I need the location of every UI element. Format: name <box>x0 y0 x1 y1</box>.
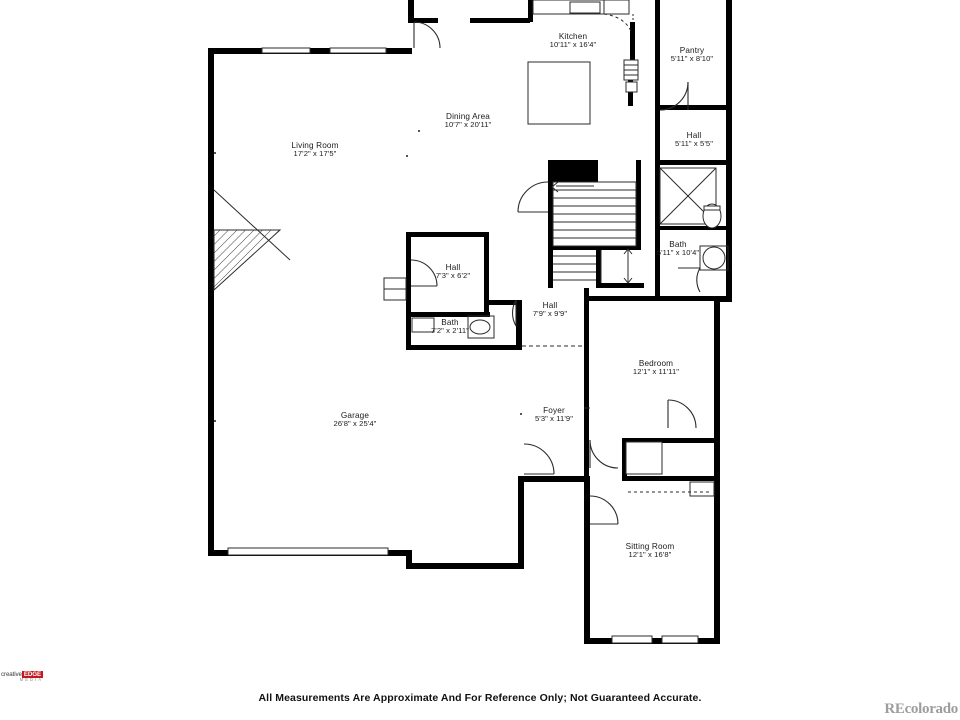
room-dimensions-hall-upper: 5'11" x 5'5" <box>674 139 714 149</box>
room-name-bath-upper: Bath <box>669 240 687 250</box>
logo-word-creative: creative <box>1 670 22 678</box>
room-name-bedroom: Bedroom <box>638 359 674 369</box>
room-name-living-room: Living Room <box>291 141 339 151</box>
creative-edge-logo <box>0 666 62 688</box>
room-dimensions-bath-upper: 5'11" x 10'4" <box>656 248 700 258</box>
room-name-sitting-room: Sitting Room <box>625 542 675 552</box>
logo-word-edge: EDGE <box>23 670 42 678</box>
room-dimensions-pantry: 5'11" x 8'10" <box>670 54 714 64</box>
room-dimensions-dining-area: 10'7" x 20'11" <box>444 120 492 130</box>
floor-fill <box>208 0 732 640</box>
room-dimensions-hall-mid: 7'3" x 6'2" <box>435 271 471 281</box>
room-name-hall-mid: Hall <box>445 263 461 273</box>
room-name-kitchen: Kitchen <box>558 32 588 42</box>
room-name-dining-area: Dining Area <box>446 112 490 122</box>
room-dimensions-garage: 26'8" x 25'4" <box>333 419 377 429</box>
logo-line-2: MEDIA <box>19 677 44 683</box>
room-dimensions-foyer: 5'3" x 11'9" <box>534 414 574 424</box>
disclaimer-text: All Measurements Are Approximate And For Reference Only; Not Guaranteed Accurate. <box>258 692 702 704</box>
room-name-hall-upper: Hall <box>686 131 702 141</box>
room-name-pantry: Pantry <box>679 46 705 56</box>
room-dimensions-bath-lower: 7'2" x 2'11" <box>430 326 470 336</box>
room-name-foyer: Foyer <box>543 406 565 416</box>
room-dimensions-hall-lower: 7'9" x 9'9" <box>532 309 568 319</box>
room-name-hall-lower: Hall <box>542 301 558 311</box>
room-name-garage: Garage <box>340 411 370 421</box>
room-dimensions-living-room: 17'2" x 17'5" <box>293 149 337 159</box>
room-dimensions-kitchen: 10'11" x 16'4" <box>549 40 597 50</box>
logo-text <box>0 672 43 683</box>
recolorado-watermark: REcolorado <box>884 701 958 717</box>
room-name-bath-lower: Bath <box>441 318 459 328</box>
room-dimensions-sitting-room: 12'1" x 16'8" <box>628 550 672 560</box>
room-dimensions-bedroom: 12'1" x 11'11" <box>632 367 680 377</box>
